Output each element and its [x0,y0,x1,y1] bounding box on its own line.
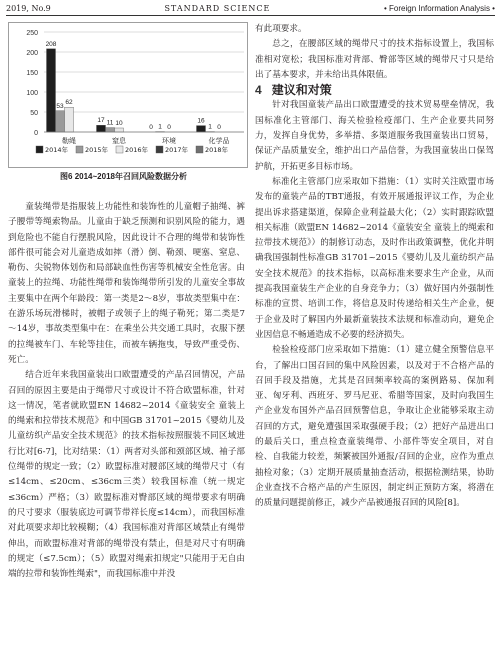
legend-label: 2018年 [205,146,229,154]
y-tick-label: 100 [26,90,38,97]
y-tick-label: 200 [26,50,38,57]
left-column [8,200,245,582]
legend-label: 2016年 [125,146,149,154]
issue-number: 2019, No.9 [6,3,51,13]
data-label: 0 [217,124,221,131]
body-paragraph: 针对我国童装产品出口欧盟遭受的技术贸易壁垒情况，我国标准化主管部门、海关检验检疫部门、生产企业要共同努力，发挥自身优势，多举措、多渠道服务我国童装出口贸易，保证产品质量安全，维护出口产品信誉，为我国童装出口保驾护航，开拓更多目标市场。 [255,100,494,172]
legend-swatch [116,146,123,153]
y-tick-label: 0 [34,130,38,137]
x-category-label: 勒绳 [62,137,76,145]
y-tick-label: 50 [30,110,38,117]
y-tick-label: 150 [26,70,38,77]
body-paragraph: 童装绳带是指服装上功能性和装饰性的儿童帽子抽绳、裤子腰带等绳索物品。儿童由于缺乏预测和识别风险的能力，遇到危险也不能自行摆脱风险，因此设计不合理的绳带和装饰性部件很可能会对儿童造成如摔（滑）倒、勒颈、哽塞、窒息、勒伤、尖锐物体划伤和局部缺血性伤害等机械安全性危害。由童装上的拉绳、功能性绳带和装饰绳带所引发的儿童安全事故主要集中在两个年龄段：第一类是2～8岁，事故类型集中在：在游乐场玩滑梯时，被帽子或领子上的绳子勒死；第二类是7～14岁，事故类型集中在：在乘坐公共交通工具时，衣服下摆的拉绳被车门、车轮等挂住，而被车辆拖曳，导致严重受伤、死亡。 [8,202,245,365]
section-number: 4 [255,83,262,98]
body-paragraph: 总之，在腰部区域的绳带尺寸的技术指标设置上，我国标准相对宽松；我国标准对背部、臀部等区域的绳带尺寸只是给出了基本要求，并未给出具体限值。 [255,39,494,80]
legend-label: 2015年 [85,146,109,154]
bar [197,126,206,132]
figure-caption: 图6 2014~2018年召回风险数据分析 [60,172,187,181]
right-column [255,22,494,512]
data-label: 53 [56,102,64,110]
bar [56,111,65,132]
section-title: 建议和对策 [271,83,332,98]
bar [115,128,124,132]
legend-swatch [156,146,163,153]
data-label: 16 [197,117,205,125]
data-label: 0 [167,124,171,131]
x-category-label: 化学品 [208,137,230,145]
bar [106,128,115,132]
x-category-label: 环境 [162,137,176,145]
data-label: 0 [149,124,153,131]
header-rule [6,15,495,16]
journal-title: STANDARD SCIENCE [164,3,271,13]
bar [47,49,56,132]
data-label: 1 [158,123,162,131]
legend-label: 2017年 [165,146,189,154]
bar [65,107,74,132]
legend-swatch [36,146,43,153]
body-paragraph: 有此项要求。 [255,24,307,34]
legend-swatch [196,146,203,153]
x-category-label: 窒息 [112,137,126,145]
data-label: 17 [97,117,105,125]
data-label: 62 [65,99,73,107]
data-label: 208 [45,40,57,48]
data-label: 11 [106,119,114,127]
section-heading [255,83,494,98]
legend-label: 2014年 [45,146,69,154]
bar [97,125,106,132]
page-header [6,2,495,14]
legend-swatch [76,146,83,153]
body-paragraph: 结合近年来我国童装出口欧盟遭受的产品召回情况，产品召回的原因主要是由于绳带尺寸或设计不符合欧盟标准，针对这一情况，笔者就欧盟EN 14682~2014《童装安全 童装上的绳索和拉带技术规范》和中国GB 31701~2015《婴幼儿及儿童纺织产品安全技术规范》的技术指标按照服装不同区域进行比对[6-7]，比对结果：（1）两者对头部和颈部区域、袖子部位绳带的规定一致；（2）欧盟标准对腰部区域的绳带尺寸（有≤14cm、≤20cm、≤36cm三类）较我国标准（统一规定≤36cm）严格；（3）欧盟标准对臀部区域的绳带要求有明确的尺寸要求（服装底边可调节带祥长度≤14cm），而我国标准对此项要求却比较模糊；（4）我国标准对背部区域禁止有绳带伸出，而欧盟标准对背部的绳带没有禁止，但是对尺寸有明确的规定（≤7.5cm）；（5）欧盟对绳索扣规定"只能用于无自由端的拉带和装饰性绳索"，而我国标准中并没 [8,370,245,580]
column-title: • Foreign Information Analysis • [384,3,495,13]
body-paragraph: 检验检疫部门应采取如下措施：（1）建立健全预警信息平台，了解出口国召回的集中风险因素，以及对于不合格产品的召回手段及措施，尤其是召回频率较高的案例路易、保加利亚、匈牙利、西班牙、罗马尼亚、希腊等国家，及时向我国生产企业发布国外产品召回预警信息，争取让企业能够采取主动召回的方式，避免遭强国采取强硬手段；（2）把好产品进出口的最后关口，重点检查童装绳带、小部件等安全项目，对自检、自我能力较差，频繁被国外通报/召回的企业，应作为重点抽检对象；（3）定期开展质量抽查活动，根据检测结果，协助企业查找不合格产品的产生原因，制定纠正预防方案，将潜在的质量问题提前修正，减少产品被通报召回的风险[8]。 [255,345,494,509]
bar-chart [8,22,248,168]
data-label: 10 [115,120,123,127]
data-label: 1 [208,123,212,131]
y-tick-label: 250 [26,30,38,37]
body-paragraph: 标准化主管部门应采取如下措施：（1）实时关注欧盟市场发布的童装产品的TBT通报，有效开展通报评议工作，为企业提出诉求搭建渠道，保障企业利益最大化；（2）实时跟踪欧盟相关标准（欧盟EN 14682~2014《童装安全 童装上的绳索和拉带技术规范》）的制修订动态，及时作出政策调整，优化并明确我国强制性标准GB 31701~2015《婴幼儿及儿童纺织产品安全技术规范》的技术指标，以高标准来要求生产企业，从而提高我国童装生产企业的自身竞争力；（3）做好国内外强制性标准的宣贯、培训工作，将信息及时传递给相关生产企业，便于企业及时了解国内外最新童装技术法规和标准动向，避免企业因信息不畅通造成不必要的经济损失。 [255,176,494,340]
